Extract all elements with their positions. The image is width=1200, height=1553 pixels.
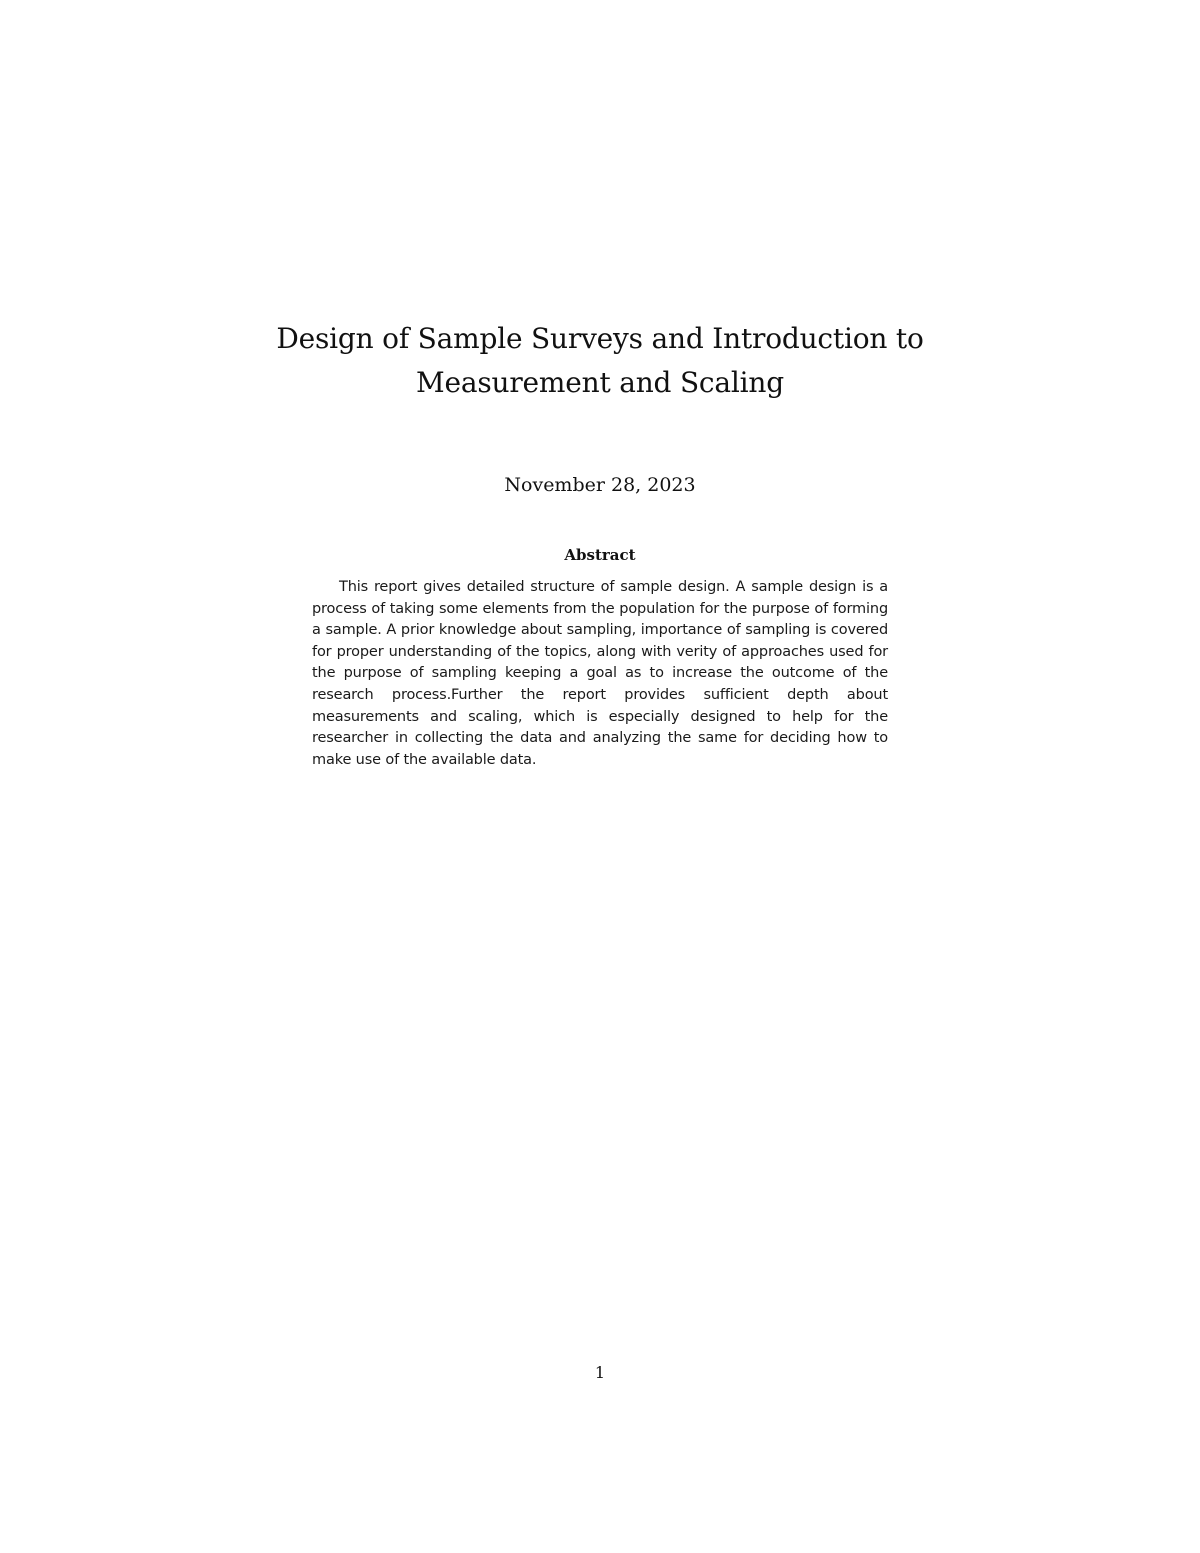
document-title — [250, 317, 950, 405]
title-line-1: Design of Sample Surveys and Introduction to — [276, 322, 924, 355]
abstract-heading: Abstract — [564, 546, 636, 564]
document-date: November 28, 2023 — [504, 474, 696, 496]
abstract-body: This report gives detailed structure of sample design. A sample design is a process of taking some elements from the population for the purpose of forming a sample. A prior knowledge about sampling, importance of sampling is covered for proper understanding of the topics, along with verity of approaches used for the purpose of sampling keeping a goal as to increase the outcome of the research process.Further the report provides sufficient depth about measurements and scaling, which is especially designed to help for the researcher in collecting the data and analyzing the same for deciding how to make use of the available data. — [312, 579, 888, 768]
title-line-2: Measurement and Scaling — [416, 366, 784, 399]
page-number: 1 — [594, 1363, 606, 1382]
